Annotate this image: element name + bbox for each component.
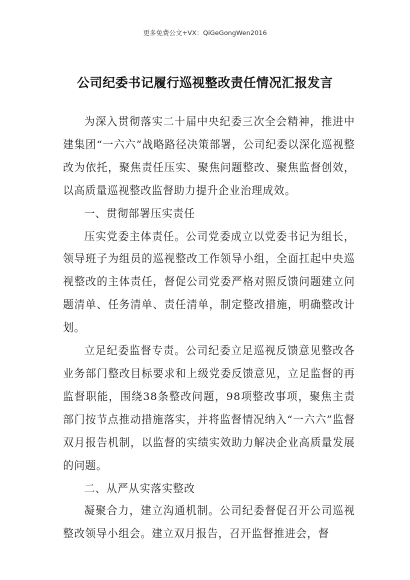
body-paragraph: 立足纪委监督专责。公司纪委立足巡视反馈意见整改各业务部门整改目标要求和上级党委反馈意见，立足监督的再监督职能，围绕38条整改问题，98项整改事项，聚焦主责部门按节点推动措施落实，并将监督情况纳入“一六六”监督双月报告机制，以监督的实绩实效助力解决企业高质量发展的问题。 [63, 345, 355, 472]
document-title: 公司纪委书记履行巡视整改责任情况汇报发言 [76, 75, 333, 90]
intro-paragraph: 为深入贯彻落实二十届中央纪委三次全会精神，推进中建集团“一六六”战略路径决策部署，公司纪委以深化巡视整改为依托，聚焦责任压实、聚焦问题整改、聚焦监督创效，以高质量巡视整改监督助力提升企业治理成效。 [63, 116, 355, 197]
section-heading-2: 二、从严从实落实整改 [84, 482, 196, 495]
section-heading-1: 一、贯彻部署压实责任 [84, 207, 196, 220]
body-paragraph: 压实党委主体责任。公司党委成立以党委书记为组长，领导班子为组员的巡视整改工作领导小组，全面扛起中央巡视整改的主体责任，督促公司党委严格对照反馈问题建立问题清单、任务清单、责任清单，制定整改措施，明确整改计划。 [63, 230, 355, 335]
header-note: 更多免费公文+VX：QiGeGongWen2016 [143, 29, 267, 37]
document-body [63, 111, 355, 546]
body-paragraph: 凝聚合力，建立沟通机制。公司纪委督促召开公司巡视整改领导小组会。建立双月报告，召开监督推进会，督 [63, 505, 355, 541]
